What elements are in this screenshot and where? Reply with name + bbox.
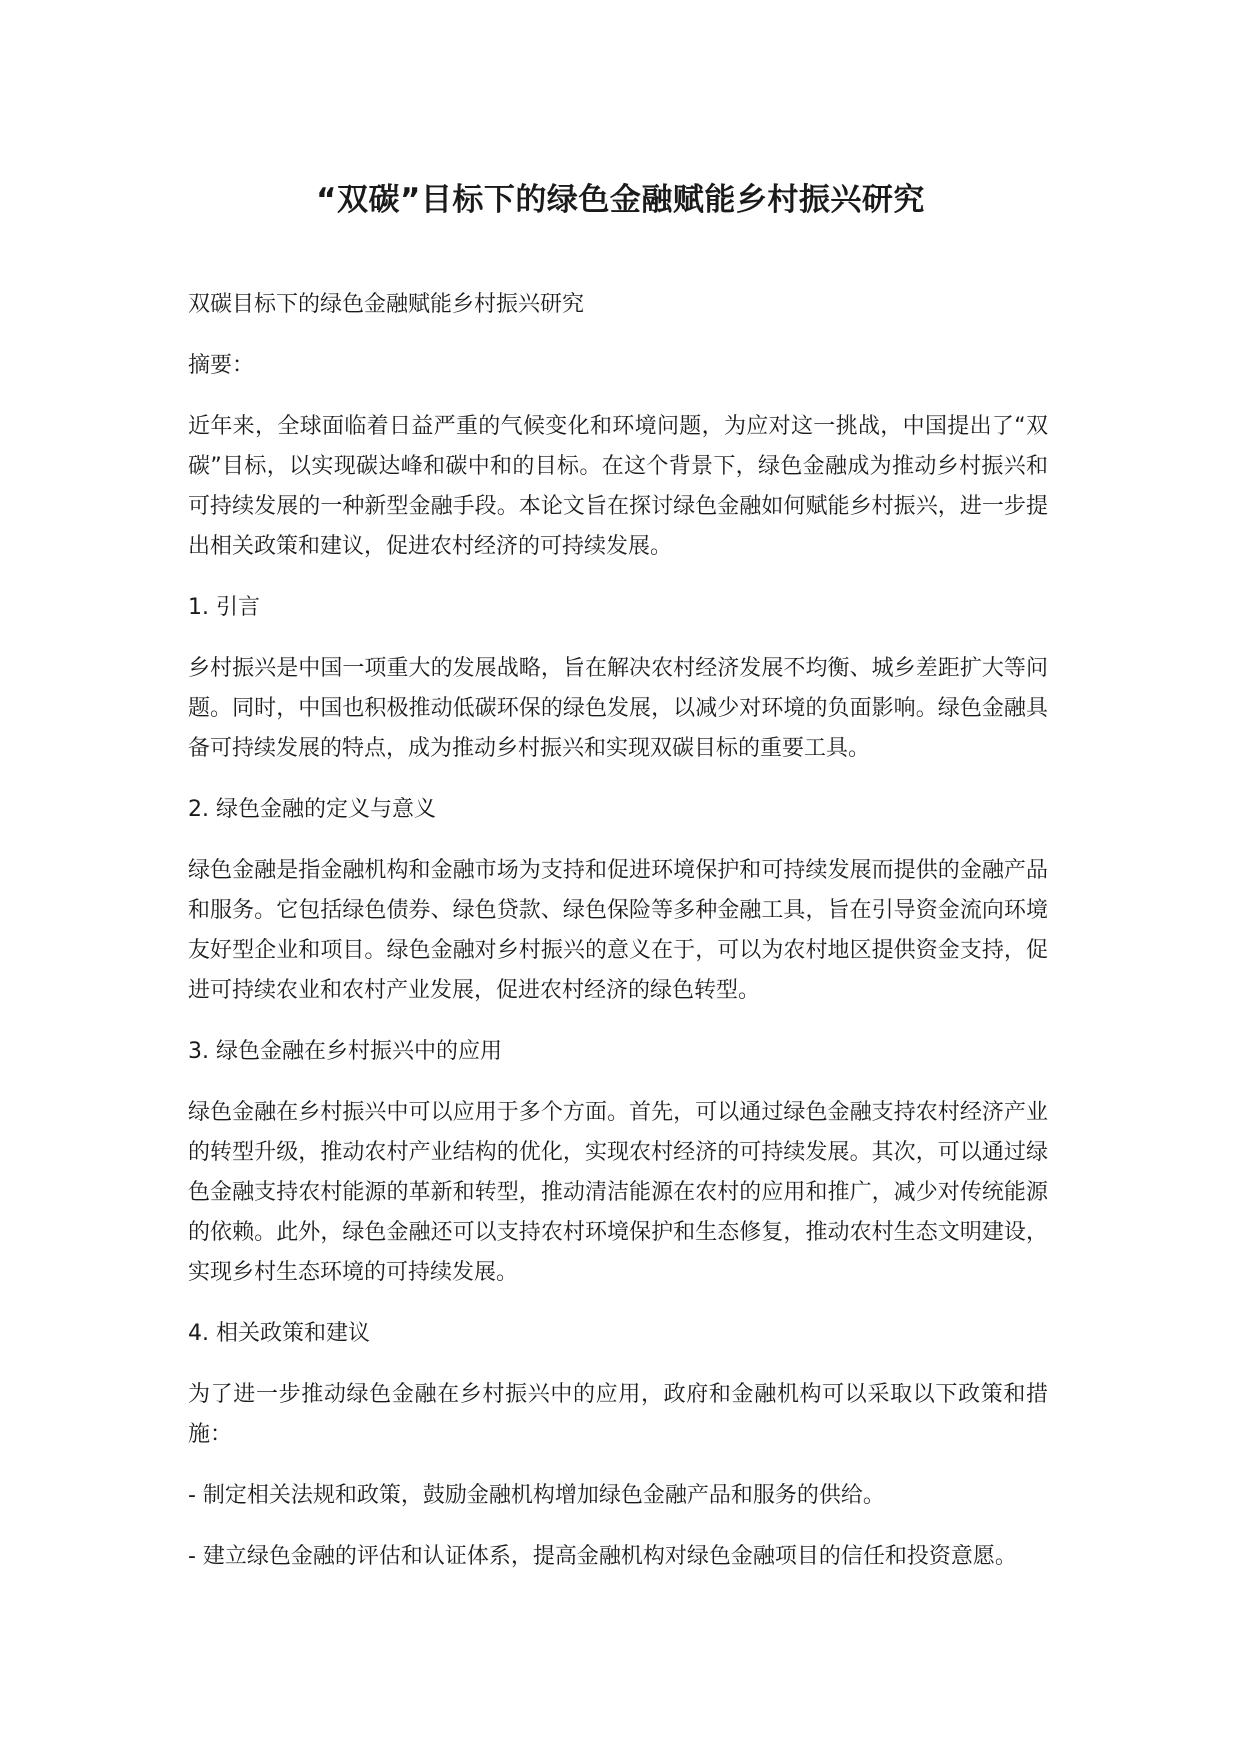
section-heading-introduction: 1. 引言	[188, 595, 260, 620]
introduction-paragraph: 乡村振兴是中国一项重大的发展战略，旨在解决农村经济发展不均衡、城乡差距扩大等问题。同时，中国也积极推动低碳环保的绿色发展，以减少对环境的负面影响。绿色金融具备可持续发展的特点，成为推动乡村振兴和实现双碳目标的重要工具。	[188, 656, 1048, 761]
abstract-label: 摘要：	[188, 353, 255, 378]
section-heading-definition: 2. 绿色金融的定义与意义	[188, 797, 436, 822]
policy-paragraph: 为了进一步推动绿色金融在乡村振兴中的应用，政府和金融机构可以采取以下政策和措施：	[188, 1382, 1048, 1447]
document-title: “双碳”目标下的绿色金融赋能乡村振兴研究	[316, 182, 925, 218]
subtitle-paragraph: 双碳目标下的绿色金融赋能乡村振兴研究	[188, 292, 585, 317]
policy-list-item: - 制定相关法规和政策，鼓励金融机构增加绿色金融产品和服务的供给。	[188, 1483, 885, 1508]
definition-paragraph: 绿色金融是指金融机构和金融市场为支持和促进环境保护和可持续发展而提供的金融产品和服务。它包括绿色债券、绿色贷款、绿色保险等多种金融工具，旨在引导资金流向环境友好型企业和项目。绿色金融对乡村振兴的意义在于，可以为农村地区提供资金支持，促进可持续农业和农村产业发展，促进农村经济的绿色转型。	[188, 858, 1048, 1003]
abstract-paragraph: 近年来，全球面临着日益严重的气候变化和环境问题，为应对这一挑战，中国提出了“双碳”目标，以实现碳达峰和碳中和的目标。在这个背景下，绿色金融成为推动乡村振兴和可持续发展的一种新型金融手段。本论文旨在探讨绿色金融如何赋能乡村振兴，进一步提出相关政策和建议，促进农村经济的可持续发展。	[188, 414, 1048, 559]
section-heading-policy: 4. 相关政策和建议	[188, 1321, 370, 1346]
application-paragraph: 绿色金融在乡村振兴中可以应用于多个方面。首先，可以通过绿色金融支持农村经济产业的转型升级，推动农村产业结构的优化，实现农村经济的可持续发展。其次，可以通过绿色金融支持农村能源的革新和转型，推动清洁能源在农村的应用和推广，减少对传统能源的依赖。此外，绿色金融还可以支持农村环境保护和生态修复，推动农村生态文明建设，实现乡村生态环境的可持续发展。	[188, 1100, 1048, 1285]
policy-list-item: - 建立绿色金融的评估和认证体系，提高金融机构对绿色金融项目的信任和投资意愿。	[188, 1544, 1017, 1569]
section-heading-application: 3. 绿色金融在乡村振兴中的应用	[188, 1039, 502, 1064]
document-body	[188, 285, 1048, 1598]
